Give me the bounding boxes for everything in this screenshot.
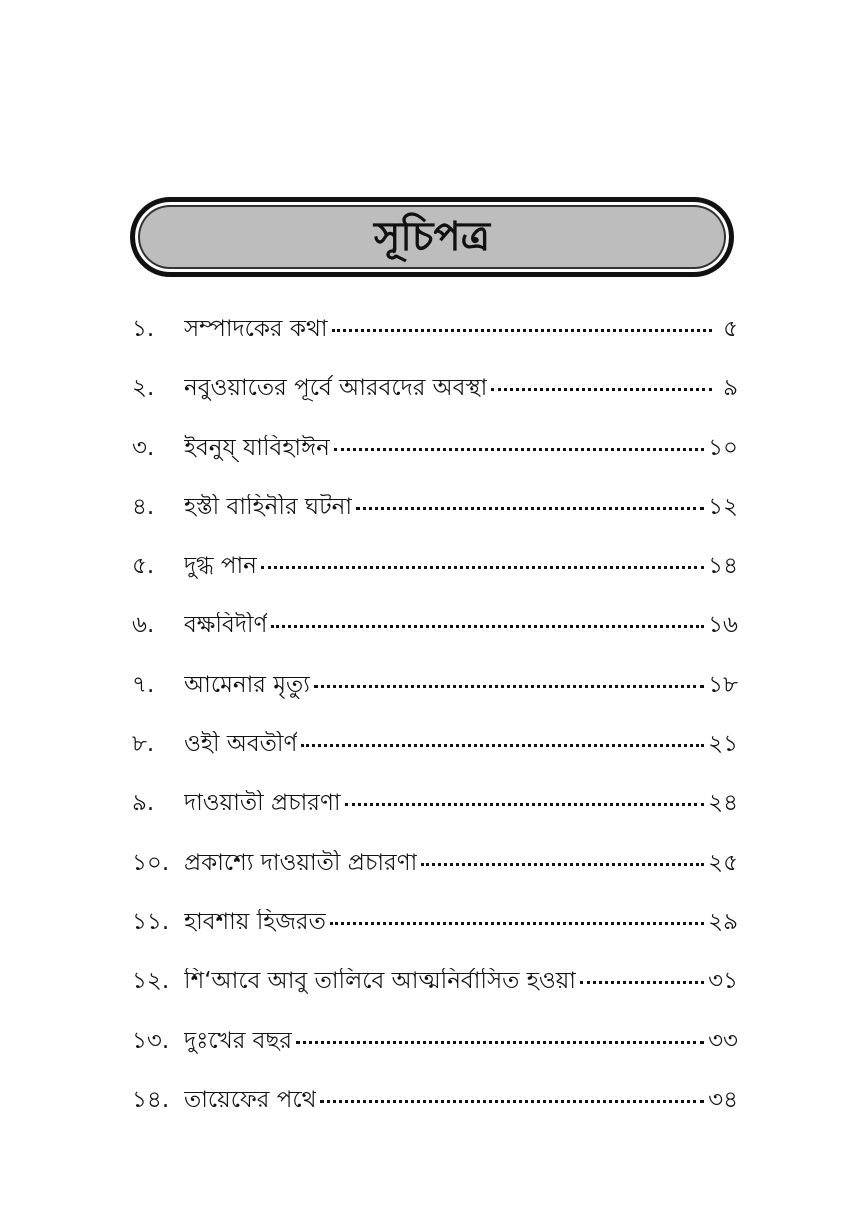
entry-page-number: ২৪ (708, 790, 738, 817)
dot-leader (334, 448, 704, 451)
page-title: সূচিপত্র (374, 214, 490, 260)
toc-entry (132, 1087, 738, 1146)
dot-leader (345, 803, 705, 806)
dot-leader (314, 685, 704, 688)
entry-title: হস্তী বাহিনীর ঘটনা (184, 493, 353, 520)
entry-page-number: ১২ (708, 493, 738, 520)
dot-leader (580, 981, 704, 984)
entry-number: ৬. (132, 612, 155, 639)
entry-page-number: ১৮ (708, 671, 738, 698)
dot-leader (332, 329, 712, 332)
dot-leader (356, 507, 704, 510)
dot-leader (261, 566, 704, 569)
dot-leader (271, 625, 704, 628)
entry-page-number: ৫ (723, 316, 738, 342)
dot-leader (301, 744, 704, 747)
table-of-contents (132, 316, 738, 1146)
entry-page-number: ৩৪ (708, 1086, 738, 1113)
toc-entry (132, 435, 738, 494)
entry-page-number: ২৫ (708, 849, 738, 876)
dot-leader (296, 1041, 704, 1044)
dot-leader (320, 1100, 704, 1103)
entry-number: ১৩. (132, 1027, 170, 1054)
entry-title: দুঃখের বছর (184, 1027, 293, 1054)
entry-title: নবুওয়াতের পূর্বে আরবদের অবস্থা (184, 375, 488, 402)
entry-title: ইবনুয্ যাবিহাঈন (184, 434, 330, 461)
entry-number: ১৪. (132, 1086, 170, 1113)
entry-title: ওহী অবতীর্ণ (184, 731, 298, 758)
entry-page-number: ২৯ (708, 908, 738, 935)
entry-number: ১১. (132, 908, 170, 935)
toc-entry (132, 909, 738, 968)
entry-page-number: ১৪ (708, 553, 738, 580)
toc-entry (132, 494, 738, 553)
entry-page-number: ১৬ (708, 612, 738, 639)
entry-title: শি‘আবে আবু তালিবে আত্মনির্বাসিত হওয়া (184, 968, 576, 995)
entry-title: দাওয়াতী প্রচারণা (184, 790, 341, 817)
entry-title: বক্ষবিদীর্ণ (184, 612, 268, 639)
entry-title: প্রকাশ্যে দাওয়াতী প্রচারণা (184, 849, 418, 876)
toc-entry (132, 316, 738, 375)
entry-number: ১২. (132, 968, 170, 995)
toc-entry (132, 731, 738, 790)
entry-number: ৪. (132, 493, 155, 520)
entry-number: ১০. (132, 849, 170, 876)
toc-entry (132, 375, 738, 434)
entry-title: দুগ্ধ পান (184, 553, 257, 580)
toc-title-banner (130, 197, 734, 277)
entry-number: ৮. (132, 731, 155, 758)
toc-entry (132, 1028, 738, 1087)
dot-leader (421, 863, 704, 866)
entry-number: ৭. (132, 671, 155, 698)
entry-number: ১. (132, 316, 155, 342)
entry-page-number: ১০ (708, 434, 738, 461)
entry-number: ৫. (132, 553, 155, 580)
dot-leader (491, 388, 712, 391)
entry-number: ২. (132, 375, 155, 402)
entry-title: হাবশায় হিজরত (184, 908, 326, 935)
entry-title: সম্পাদকের কথা (184, 316, 328, 342)
toc-entry (132, 968, 738, 1027)
toc-entry (132, 553, 738, 612)
toc-entry (132, 850, 738, 909)
entry-page-number: ৯ (723, 375, 738, 402)
toc-entry (132, 612, 738, 671)
toc-entry (132, 672, 738, 731)
entry-title: আমেনার মৃত্যু (184, 671, 310, 698)
entry-page-number: ২১ (708, 731, 738, 758)
entry-title: তায়েফের পথে (184, 1086, 317, 1113)
entry-number: ৩. (132, 434, 155, 461)
entry-page-number: ৩১ (708, 968, 738, 995)
toc-entry (132, 790, 738, 849)
dot-leader (330, 922, 704, 925)
entry-number: ৯. (132, 790, 155, 817)
entry-page-number: ৩৩ (708, 1027, 738, 1054)
